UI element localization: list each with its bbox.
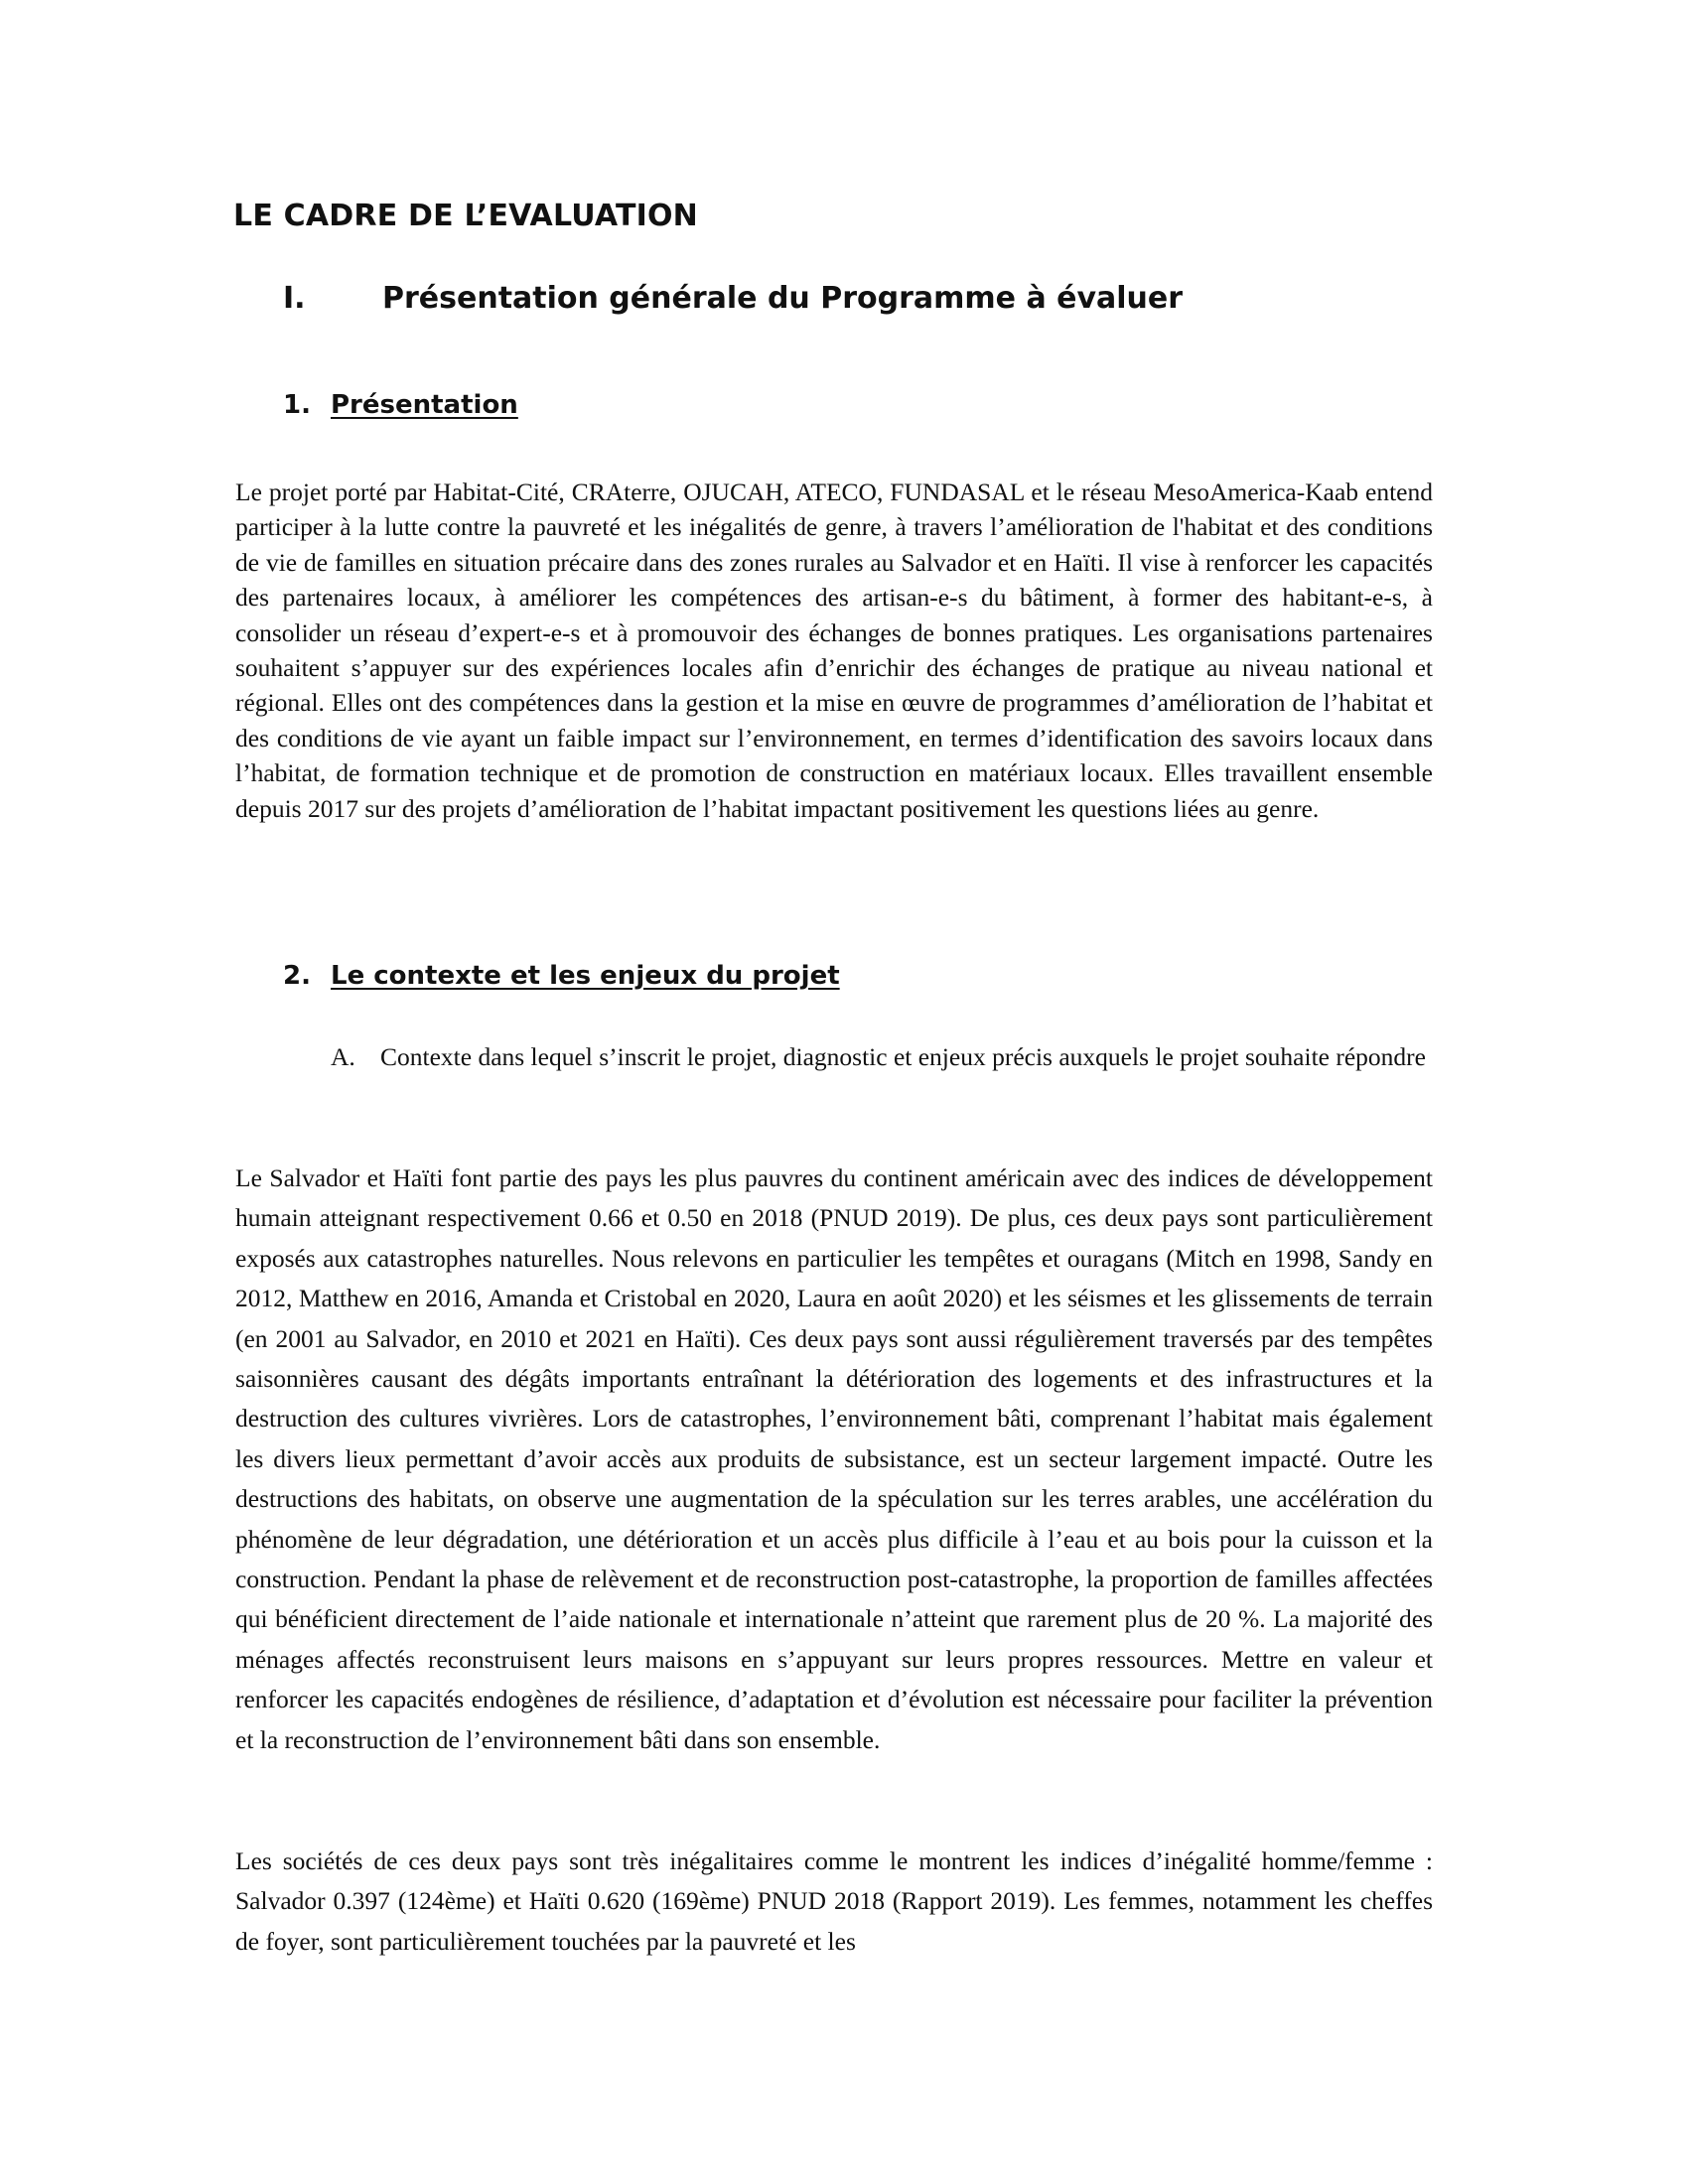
- subsection-heading-contexte: [283, 961, 840, 991]
- section-heading: [283, 281, 1183, 316]
- context-paragraph: Le Salvador et Haïti font partie des pays les plus pauvres du continent américain avec des indices de développement humain atteignant respectivement 0.66 et 0.50 en 2018 (PNUD 2019). De plus, ces deux pays sont particulièrement exposés aux catastrophes naturelles. Nous relevons en particulier les tempêtes et ouragans (Mitch en 1998, Sandy en 2012, Matthew en 2016, Amanda et Cristobal en 2020, Laura en août 2020) et les séismes et les glissements de terrain (en 2001 au Salvador, en 2010 et 2021 en Haïti). Ces deux pays sont aussi régulièrement traversés par des tempêtes saisonnières causant des dégâts importants entraînant la détérioration des logements et des infrastructures et la destruction des cultures vivrières. Lors de catastrophes, l’environnement bâti, comprenant l’habitat mais également les divers lieux permettant d’avoir accès aux produits de subsistance, est un secteur largement impacté. Outre les destructions des habitats, on observe une augmentation de la spéculation sur les terres arables, une accélération du phénomène de leur dégradation, une détérioration et un accès plus difficile à l’eau et au bois pour la cuisson et la construction. Pendant la phase de relèvement et de reconstruction post-catastrophe, la proportion de familles affectées qui bénéficient directement de l’aide nationale et internationale n’atteint que rarement plus de 20 %. La majorité des ménages affectés reconstruisent leurs maisons en s’appuyant sur leurs propres ressources. Mettre en valeur et renforcer les capacités endogènes de résilience, d’adaptation et d’évolution est nécessaire pour faciliter la prévention et la reconstruction de l’environnement bâti dans son ensemble.: [235, 1163, 1433, 1754]
- subsection-number: 2.: [283, 961, 311, 991]
- subsection-heading-presentation: [283, 390, 518, 420]
- main-heading: LE CADRE DE L’EVALUATION: [233, 199, 698, 233]
- list-item-text: Contexte dans lequel s’inscrit le projet, diagnostic et enjeux précis auxquels le projet souhaite répondre: [380, 1042, 1426, 1071]
- presentation-paragraph: Le projet porté par Habitat-Cité, CRAterre, OJUCAH, ATECO, FUNDASAL et le réseau MesoAmerica-Kaab entend participer à la lutte contre la pauvreté et les inégalités de genre, à travers l’amélioration de l'habitat et des conditions de vie de familles en situation précaire dans des zones rurales au Salvador et en Haïti. Il vise à renforcer les capacités des partenaires locaux, à améliorer les compétences des artisan-e-s du bâtiment, à former des habitant-e-s, à consolider un réseau d’expert-e-s et à promouvoir des échanges de bonnes pratiques. Les organisations partenaires souhaitent s’appuyer sur des expériences locales afin d’enrichir des échanges de pratique au niveau national et régional. Elles ont des compétences dans la gestion et la mise en œuvre de programmes d’amélioration de l’habitat et des conditions de vie ayant un faible impact sur l’environnement, en termes d’identification des savoirs locaux dans l’habitat, de formation technique et de promotion de construction en matériaux locaux. Elles travaillent ensemble depuis 2017 sur des projets d’amélioration de l’habitat impactant positivement les questions liées au genre.: [235, 478, 1433, 823]
- section-title: Présentation générale du Programme à évaluer: [382, 281, 1184, 316]
- subsection-number: 1.: [283, 390, 311, 420]
- subsection-title: Présentation: [331, 390, 518, 420]
- inequality-paragraph: Les sociétés de ces deux pays sont très inégalitaires comme le montrent les indices d’inégalité homme/femme : Salvador 0.397 (124ème) et Haïti 0.620 (169ème) PNUD 2018 (Rapport 2019). Les femmes, notamment les cheffes de foyer, sont particulièrement touchées par la pauvreté et les: [235, 1846, 1433, 1956]
- list-item-a: [331, 1037, 1433, 1077]
- subsection-title: Le contexte et les enjeux du projet: [331, 961, 840, 991]
- list-marker: A.: [331, 1042, 355, 1071]
- section-number: I.: [283, 281, 306, 316]
